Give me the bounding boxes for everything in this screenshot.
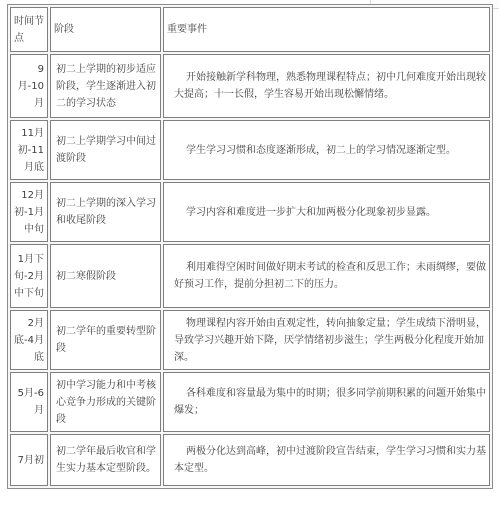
event-cell: 物理课程内容开始由直观定性，转向抽象定量；学生成绩下滑明显，导致学习兴趣开始下降，厌学情绪初步滋生；学生两极分化程度开始加深。 xyxy=(163,310,490,370)
event-cell: 利用难得空闲时间做好期末考试的检查和反思工作；未雨绸缪，要做好预习工作，提前分担初二下的压力。 xyxy=(163,244,490,308)
table-row xyxy=(10,244,490,308)
time-cell: 11月初-11月底 xyxy=(10,120,48,180)
event-cell: 学生学习习惯和态度逐渐形成，初二上的学习情况逐渐定型。 xyxy=(163,120,490,180)
table-row xyxy=(10,54,490,118)
header-stage: 阶段 xyxy=(50,7,161,52)
stage-cell: 初二学年最后收官和学生实力基本定型阶段。 xyxy=(50,434,161,486)
table-row xyxy=(10,310,490,370)
header-time: 时间节点 xyxy=(10,7,48,52)
table-row xyxy=(10,120,490,180)
schedule-table xyxy=(7,4,493,489)
stage-cell: 初二上学期的深入学习和收尾阶段 xyxy=(50,182,161,242)
event-cell: 学习内容和难度进一步扩大和加两极分化现象初步显露。 xyxy=(163,182,490,242)
time-cell: 5月-6月 xyxy=(10,372,48,432)
table-row xyxy=(10,182,490,242)
event-cell: 两极分化达到高峰，初中过渡阶段宣告结束，学生学习习惯和实力基本定型。 xyxy=(163,434,490,486)
stage-cell: 初中学习能力和中考核心竞争力形成的关键阶段 xyxy=(50,372,161,432)
stage-cell: 初二寒假阶段 xyxy=(50,244,161,308)
table-header-row xyxy=(10,7,490,52)
stage-cell: 初二上学期的初步适应阶段，学生逐渐进入初二的学习状态 xyxy=(50,54,161,118)
time-cell: 2月底-4月底 xyxy=(10,310,48,370)
event-cell: 开始接触新学科物理，熟悉物理课程特点；初中几何难度开始出现较大提高；十一长假，学生容易开始出现松懈情绪。 xyxy=(163,54,490,118)
stage-cell: 初二上学期学习中间过渡阶段 xyxy=(50,120,161,180)
event-cell: 各科难度和容量最为集中的时期；很多同学前期积累的问题开始集中爆发； xyxy=(163,372,490,432)
time-cell: 9月-10月 xyxy=(10,54,48,118)
time-cell: 7月初 xyxy=(10,434,48,486)
header-event: 重要事件 xyxy=(163,7,490,52)
table-row xyxy=(10,372,490,432)
time-cell: 1月下旬-2月中下旬 xyxy=(10,244,48,308)
time-cell: 12月初-1月中旬 xyxy=(10,182,48,242)
table-row xyxy=(10,434,490,486)
stage-cell: 初二学年的重要转型阶段 xyxy=(50,310,161,370)
